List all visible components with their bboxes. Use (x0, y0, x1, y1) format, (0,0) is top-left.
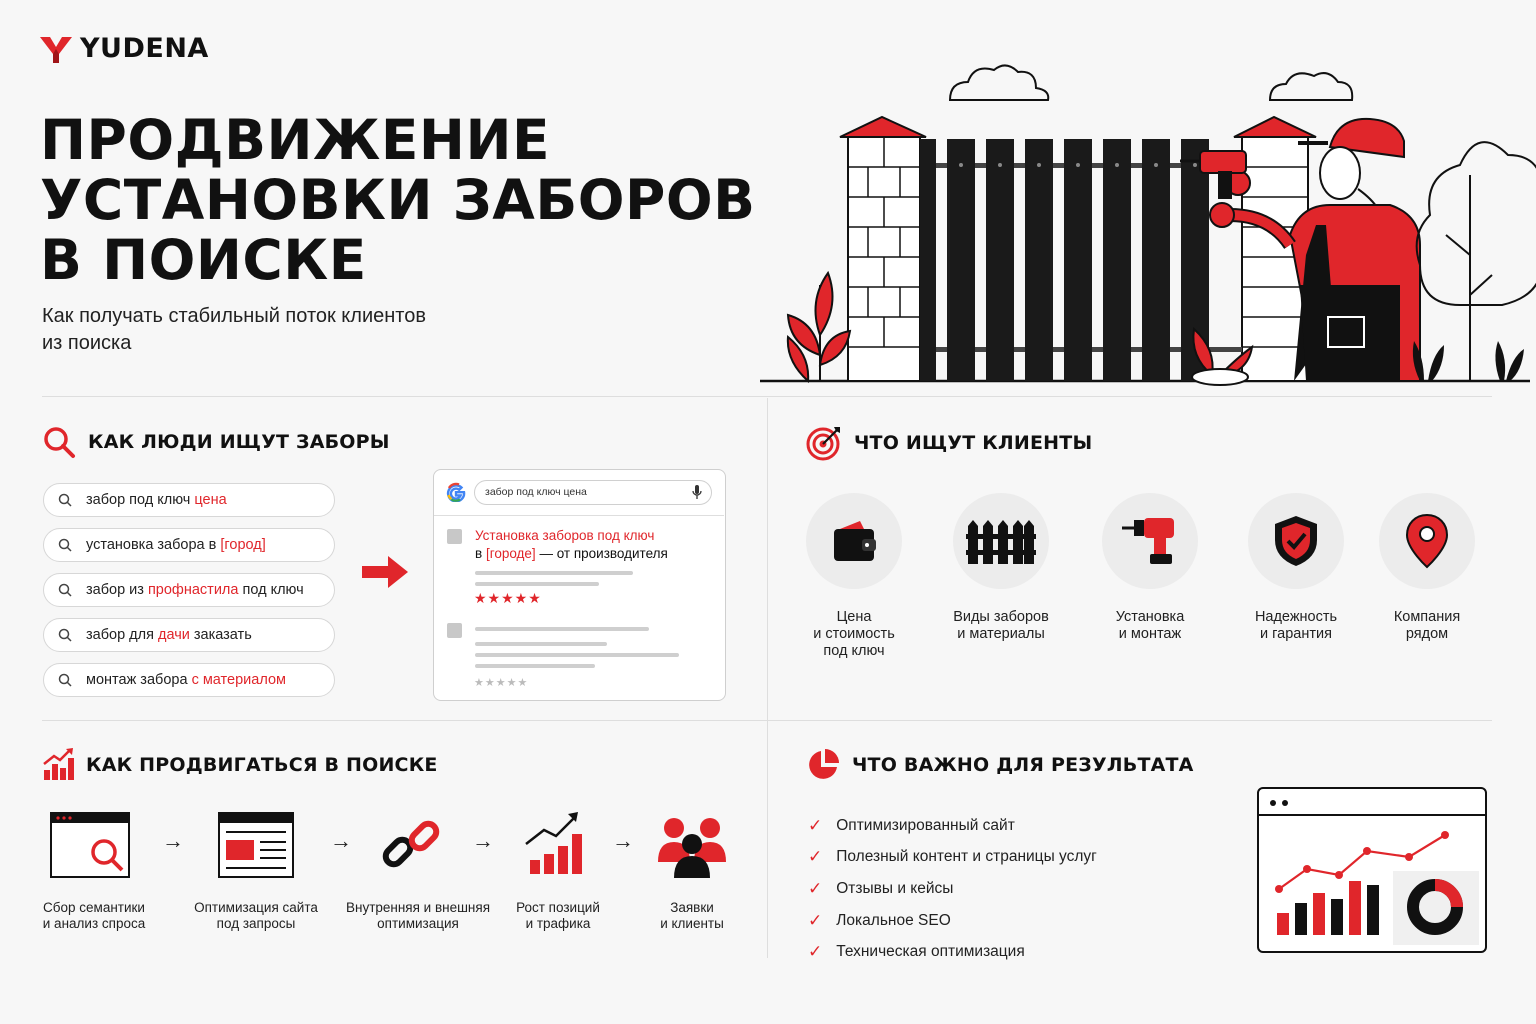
section-title: КАК ЛЮДИ ИЩУТ ЗАБОРЫ (88, 431, 390, 453)
section-header-promo (42, 748, 438, 782)
promo-step-label (176, 900, 336, 932)
subtitle-line: из поиска (42, 332, 132, 354)
client-need-item (1221, 493, 1371, 643)
label-line: Компания (1393, 609, 1461, 625)
promo-step-label (14, 900, 174, 932)
drill-icon (1120, 514, 1180, 568)
brand-logo (40, 33, 209, 64)
query-text (86, 582, 304, 598)
page-title-line: ПРОДВИЖЕНИЕ (40, 108, 551, 172)
placeholder-line (475, 582, 599, 586)
people-icon (656, 816, 728, 878)
shield-check-icon (1273, 514, 1319, 568)
client-need-label (1352, 609, 1502, 643)
map-pin-icon (1405, 513, 1449, 569)
checklist-item (808, 842, 1097, 874)
section-title: ЧТО ИЩУТ КЛИЕНТЫ (854, 432, 1093, 454)
placeholder-line (475, 571, 633, 575)
divider (767, 398, 768, 958)
section-title: ЧТО ВАЖНО ДЛЯ РЕЗУЛЬТАТА (852, 754, 1194, 776)
query-text (86, 492, 227, 508)
label-line: Оптимизация сайта (194, 900, 318, 915)
query-text (86, 537, 266, 553)
query-tail: заказать (189, 627, 252, 643)
step-arrow: → (472, 828, 494, 853)
query-text (86, 627, 252, 643)
client-need-item (1352, 493, 1502, 643)
checklist-item (808, 810, 1097, 842)
label-line: под запросы (216, 916, 296, 931)
placeholder-line (475, 627, 649, 631)
rising-bars-icon (544, 854, 554, 874)
label-line: и стоимость (813, 626, 895, 642)
query-plain: забор под ключ (86, 492, 195, 508)
brand-name: YUDENA (80, 33, 209, 64)
query-plain: забор для (86, 627, 158, 643)
checklist-label: Техническая оптимизация (836, 943, 1025, 961)
page-title (40, 110, 800, 290)
wallet-icon (830, 517, 878, 565)
checklist-label: Локальное SEO (836, 911, 951, 929)
result-title-line: Установка заборов под ключ (475, 528, 655, 543)
search-icon (58, 493, 72, 507)
icon-circle (806, 493, 902, 589)
query-pill[interactable] (43, 573, 335, 607)
icon-circle (953, 493, 1049, 589)
placeholder-line (475, 642, 607, 646)
result-checklist (808, 810, 1097, 968)
query-plain: забор из (86, 582, 148, 598)
step-arrow: → (162, 828, 184, 853)
label-line: Цена (836, 609, 872, 625)
section-header-search (42, 425, 390, 459)
promo-step-label (612, 900, 772, 932)
label-line: Сбор семантики (43, 900, 145, 915)
label-line: Виды заборов (953, 609, 1049, 625)
query-list (43, 483, 335, 708)
query-accent: дачи (157, 627, 190, 643)
icon-circle (1102, 493, 1198, 589)
placeholder-line (475, 664, 595, 668)
target-icon (806, 425, 842, 461)
browser-search-icon (50, 812, 130, 878)
client-need-label (926, 609, 1076, 643)
result-prefix: в (475, 546, 486, 561)
search-icon (42, 425, 76, 459)
result-accent: [городе] (485, 546, 536, 561)
check-icon: ✓ (808, 878, 823, 898)
query-accent: с материалом (191, 672, 286, 688)
query-pill[interactable] (43, 483, 335, 517)
fence-installer-illustration (760, 55, 1536, 390)
label-line: Установка (1115, 609, 1185, 625)
check-icon: ✓ (808, 847, 823, 867)
query-pill[interactable] (43, 528, 335, 562)
result-tail: — от производителя (535, 546, 668, 561)
subtitle-line: Как получать стабильный поток клиентов (42, 305, 426, 327)
client-need-label (1221, 609, 1371, 643)
icon-circle (1379, 493, 1475, 589)
checklist-label: Отзывы и кейсы (836, 879, 954, 897)
rising-bars-icon (572, 834, 582, 874)
checklist-item (808, 873, 1097, 905)
client-need-item (1075, 493, 1225, 643)
label-line: и гарантия (1260, 626, 1332, 642)
serp-result-title[interactable] (475, 527, 715, 563)
result-favicon (447, 529, 462, 544)
step-arrow: → (330, 828, 352, 853)
checklist-label: Полезный контент и страницы услуг (836, 848, 1097, 866)
query-accent: цена (194, 492, 227, 508)
search-icon (58, 583, 72, 597)
growth-chart-icon (42, 748, 74, 782)
serp-search-input[interactable]: забор под ключ цена (474, 480, 712, 505)
result-favicon (447, 623, 462, 638)
check-icon: ✓ (808, 942, 823, 962)
checklist-label: Оптимизированный сайт (836, 816, 1015, 834)
label-line: и трафика (525, 916, 591, 931)
client-need-item (926, 493, 1076, 643)
dashboard-chart-icon (1259, 789, 1485, 951)
search-results-mockup (433, 469, 726, 701)
pie-chart-icon (806, 748, 840, 782)
label-line: оптимизация (377, 916, 459, 931)
star-rating: ★★★★★ (474, 677, 529, 689)
rising-bars-icon (526, 818, 574, 844)
label-line: рядом (1405, 626, 1449, 642)
section-title: КАК ПРОДВИГАТЬСЯ В ПОИСКЕ (86, 754, 438, 776)
page-title-line: В ПОИСКЕ (40, 228, 367, 292)
promo-step-label (338, 900, 498, 932)
label-line: Заявки (670, 900, 714, 915)
label-line: Надежность (1254, 609, 1338, 625)
placeholder-line (475, 653, 679, 657)
query-text (86, 672, 286, 688)
query-pill[interactable] (43, 618, 335, 652)
label-line: и монтаж (1118, 626, 1182, 642)
query-accent: профнастила (147, 582, 239, 598)
query-pill[interactable] (43, 663, 335, 697)
section-header-result (806, 748, 1194, 782)
label-line: под ключ (823, 643, 885, 659)
client-need-item (779, 493, 929, 660)
client-need-label (1075, 609, 1225, 643)
label-line: и анализ спроса (42, 916, 146, 931)
checklist-item (808, 936, 1097, 968)
label-line: Рост позиций (516, 900, 600, 915)
browser-layout-icon (218, 812, 294, 878)
query-plain: установка забора в (86, 537, 221, 553)
analytics-dashboard-illustration (1257, 787, 1487, 953)
check-icon: ✓ (808, 910, 823, 930)
google-logo-icon (446, 482, 466, 502)
checklist-item (808, 905, 1097, 937)
label-line: и клиенты (660, 916, 724, 931)
page-title-line: УСТАНОВКИ ЗАБОРОВ (40, 168, 756, 232)
query-tail: под ключ (238, 582, 304, 598)
rising-bars-icon (558, 846, 568, 874)
label-line: и материалы (957, 626, 1045, 642)
star-rating: ★★★★★ (474, 590, 542, 606)
yudena-logo-icon (40, 35, 72, 63)
search-icon (58, 628, 72, 642)
label-line: Внутренняя и внешняя (345, 900, 491, 915)
step-arrow: → (612, 828, 634, 853)
section-header-clients (806, 425, 1092, 461)
search-icon (58, 673, 72, 687)
search-icon (58, 538, 72, 552)
client-need-label (779, 609, 929, 660)
arrow-right-icon (362, 556, 408, 588)
query-plain: монтаж забора (86, 672, 192, 688)
divider (434, 515, 724, 516)
divider (42, 396, 1492, 397)
fence-icon (966, 516, 1036, 566)
result-title-line (475, 545, 715, 563)
query-accent: [город] (220, 537, 266, 553)
page-subtitle (42, 303, 502, 357)
icon-circle (1248, 493, 1344, 589)
microphone-icon[interactable] (692, 485, 702, 500)
rising-bars-icon (530, 860, 540, 874)
link-icon (382, 814, 442, 876)
check-icon: ✓ (808, 815, 823, 835)
